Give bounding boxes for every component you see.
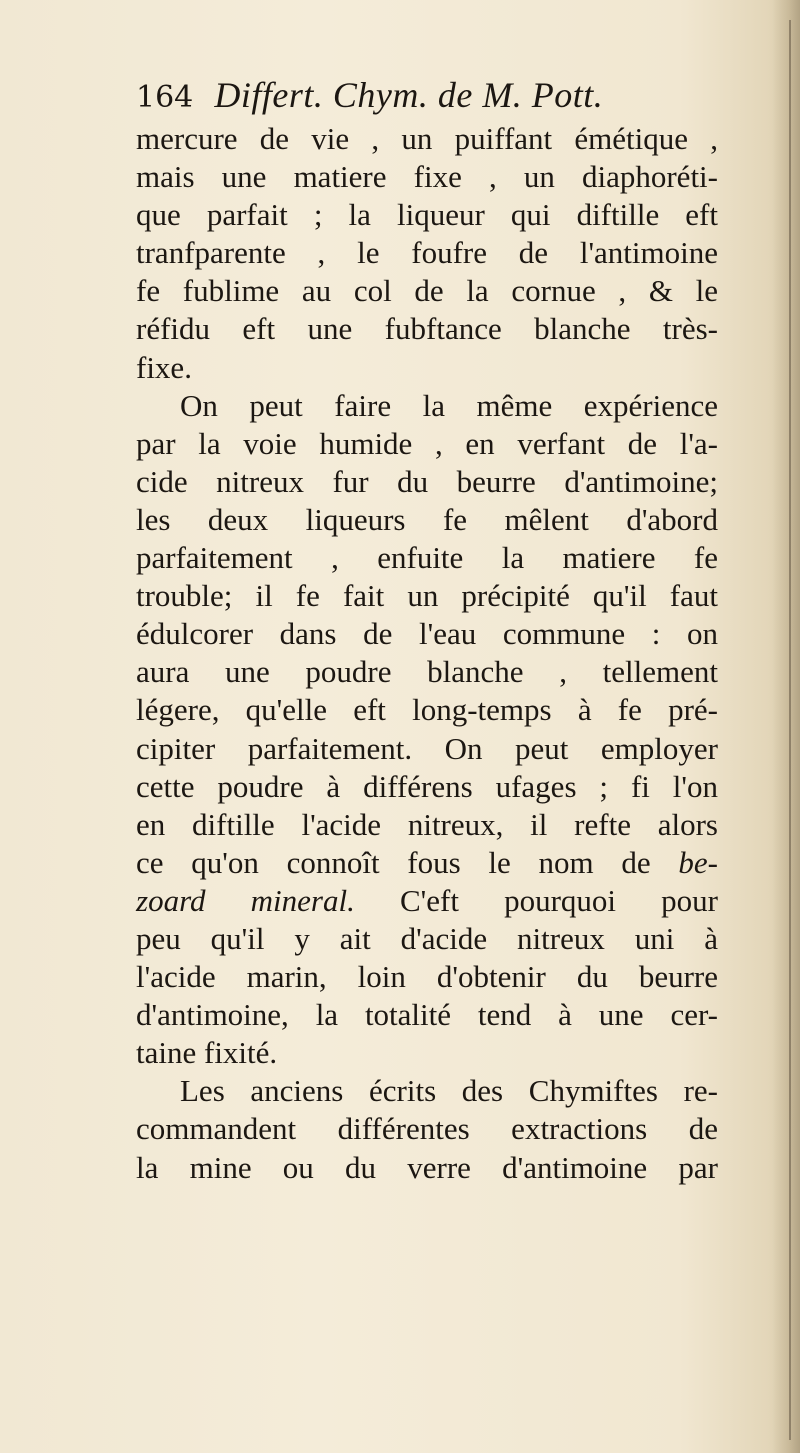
text-line: cipiter parfaitement. On peut employer — [136, 730, 718, 766]
body-text — [136, 120, 718, 1187]
text-line: la mine ou du verre d'antimoine par — [136, 1149, 718, 1185]
running-title: Differt. Chym. de M. Pott. — [214, 75, 604, 115]
text-line: en diftille l'acide nitreux, il refte alors — [136, 806, 718, 842]
text-line: que parfait ; la liqueur qui diftille eft — [136, 197, 718, 233]
text-line: Les anciens écrits des Chymiftes re- — [180, 1073, 718, 1109]
text-line: d'antimoine, la totalité tend à une cer- — [136, 997, 718, 1033]
page-number: 164 — [136, 80, 194, 115]
page-gutter-shadow — [772, 0, 800, 1453]
text-line: les deux liqueurs fe mêlent d'abord — [136, 501, 718, 537]
text-line: fe fublime au col de la cornue , & le — [136, 273, 718, 309]
text-line: peu qu'il y ait d'acide nitreux uni à — [136, 920, 718, 956]
text-line: On peut faire la même expérience — [180, 387, 718, 423]
italic-term: be- — [678, 844, 718, 880]
page-header — [136, 70, 603, 120]
text-line: mercure de vie , un puiffant émétique , — [136, 121, 718, 156]
italic-term: zoard mineral. — [136, 882, 355, 918]
text-line: cide nitreux fur du beurre d'antimoine; — [136, 463, 718, 499]
text-line: mais une matiere fixe , un diaphoréti- — [136, 159, 718, 195]
text-line: légere, qu'elle eft long-temps à fe pré- — [136, 692, 718, 728]
text-line: taine fixité. — [136, 1035, 278, 1071]
text-line: commandent différentes extractions de — [136, 1111, 718, 1147]
text-line: parfaitement , enfuite la matiere fe — [136, 540, 718, 576]
text-segment: ce qu'on connoît fous le nom de — [136, 844, 679, 880]
text-line: réfidu eft une fubftance blanche très- — [136, 311, 718, 347]
text-segment: C'eft pourquoi pour — [354, 882, 719, 918]
text-line: cette poudre à différens ufages ; fi l'on — [136, 768, 718, 804]
text-line: tranfparente , le foufre de l'antimoine — [136, 235, 718, 271]
text-line — [136, 844, 718, 882]
text-line: trouble; il fe fait un précipité qu'il faut — [136, 578, 718, 614]
text-line: fixe. — [136, 349, 192, 385]
text-line: l'acide marin, loin d'obtenir du beurre — [136, 959, 718, 995]
text-line: par la voie humide , en verfant de l'a- — [136, 425, 718, 461]
text-line: aura une poudre blanche , tellement — [136, 654, 718, 690]
text-line: édulcorer dans de l'eau commune : on — [136, 616, 718, 652]
text-line — [136, 882, 718, 920]
page-edge-line — [789, 20, 791, 1440]
